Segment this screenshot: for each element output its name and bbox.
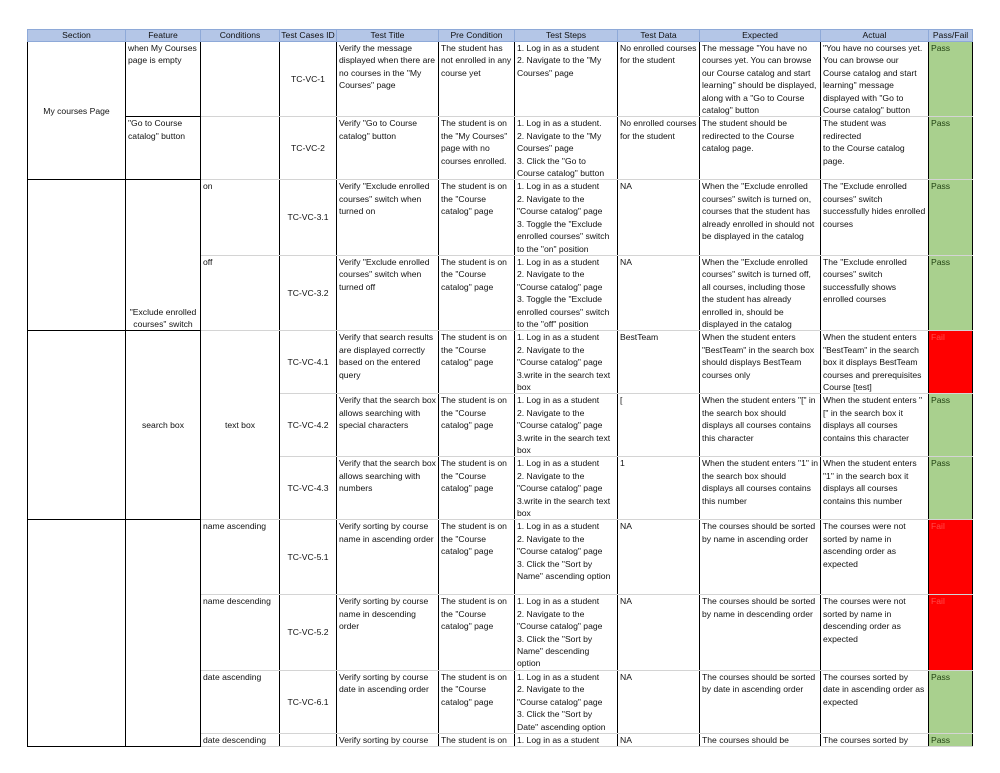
test-title-cell[interactable]: Verify "Exclude enrolled courses" switch when turned off	[337, 255, 439, 330]
table-row	[28, 117, 973, 180]
section-cell-sort[interactable]	[28, 520, 126, 747]
test-data-cell[interactable]: NA	[618, 595, 700, 670]
conditions-cell[interactable]: date descending	[201, 733, 280, 746]
header-row	[28, 30, 973, 42]
test-title-cell[interactable]: Verify that the search box allows searching with special characters	[337, 394, 439, 457]
actual-cell[interactable]: "You have no courses yet. You can browse our Course catalog and start learning" message displayed with "Go to Course catalog" button	[821, 42, 929, 117]
pass-fail-cell[interactable]: Pass	[929, 180, 973, 255]
column-header-test-data[interactable]: Test Data	[618, 30, 700, 42]
column-header-test-case-id[interactable]: Test Cases ID	[281, 30, 335, 40]
feature-cell-exclude-switch[interactable]: "Exclude enrolled courses" switch	[126, 180, 201, 331]
actual-cell[interactable]: When the student enters "1" in the search box it displays all courses contains this number	[821, 457, 929, 520]
test-steps-cell[interactable]: 1. Log in as a student 2. Navigate to the "Course catalog" page 3.write in the search text box	[515, 331, 618, 394]
pre-condition-cell[interactable]: The student has not enrolled in any course yet	[439, 42, 515, 117]
feature-cell-sort[interactable]	[126, 520, 201, 747]
column-header-actual[interactable]: Actual	[821, 30, 929, 42]
column-header-feature[interactable]: Feature	[126, 30, 201, 42]
expected-cell[interactable]: When the "Exclude enrolled courses" switch is turned on, courses that the student has already enrolled in should not be displayed in the catalog	[700, 180, 821, 255]
section-cell-search[interactable]	[28, 331, 126, 520]
test-steps-cell[interactable]: 1. Log in as a student 2. Navigate to the "Course catalog" page 3. Click the "Sort by Date" ascending option	[515, 670, 618, 733]
pass-fail-cell[interactable]: Pass	[929, 117, 973, 180]
test-case-rows	[28, 42, 973, 747]
table-row	[28, 331, 973, 394]
pre-condition-cell[interactable]: The student is on the "Course catalog" page	[439, 180, 515, 255]
test-case-id-cell[interactable]: TC-VC-6.1	[280, 670, 337, 733]
column-header-pass-fail[interactable]: Pass/Fail	[929, 30, 973, 42]
test-case-id-cell[interactable]: TC-VC-3.1	[280, 180, 337, 255]
test-title-cell[interactable]: Verify that search results are displayed correctly based on the entered query	[337, 331, 439, 394]
expected-cell[interactable]: When the student enters "BestTeam" in the search box should displays BestTeam courses only	[700, 331, 821, 394]
section-cell-my-courses[interactable]: My courses Page	[28, 42, 126, 180]
test-steps-cell[interactable]: 1. Log in as a student 2. Navigate to the "Course catalog" page 3.write in the search text box	[515, 457, 618, 520]
expected-cell[interactable]: The courses should be sorted by name in ascending order	[700, 520, 821, 595]
pre-condition-cell[interactable]: The student is on the "Course catalog" page	[439, 595, 515, 670]
feature-cell-empty-page[interactable]: when My Courses page is empty	[126, 42, 201, 117]
table-row	[28, 520, 973, 595]
expected-cell[interactable]: When the student enters "[" in the search box should displays all courses contains this character	[700, 394, 821, 457]
conditions-cell[interactable]	[201, 42, 280, 117]
pass-fail-cell[interactable]: Pass	[929, 457, 973, 520]
column-header-conditions[interactable]: Conditions	[201, 30, 280, 42]
test-steps-cell[interactable]: 1. Log in as a student 2. Navigate to the "My Courses" page	[515, 42, 618, 117]
conditions-cell[interactable]: off	[201, 255, 280, 330]
expected-cell[interactable]: When the student enters "1" in the search box should displays all courses contains this number	[700, 457, 821, 520]
actual-cell[interactable]: The courses were not sorted by name in descending order as expected	[821, 595, 929, 670]
pass-fail-cell[interactable]: Fail	[929, 520, 973, 595]
test-title-cell[interactable]: Verify sorting by course name in descending order	[337, 595, 439, 670]
table-row	[28, 42, 973, 117]
test-case-id-cell[interactable]: TC-VC-4.3	[280, 457, 337, 520]
conditions-cell[interactable]: name ascending	[201, 520, 280, 595]
test-case-id-cell[interactable]: TC-VC-4.1	[280, 331, 337, 394]
test-data-cell[interactable]: NA	[618, 255, 700, 330]
test-data-cell[interactable]: NA	[618, 180, 700, 255]
expected-cell[interactable]: The courses should be sorted by date in ascending order	[700, 670, 821, 733]
test-data-cell[interactable]: 1	[618, 457, 700, 520]
test-case-id-cell[interactable]: TC-VC-4.2	[280, 394, 337, 457]
test-steps-cell[interactable]: 1. Log in as a student 2. Navigate to the "Course catalog" page 3. Toggle the "Exclude enrolled courses" switch to the "on" position	[515, 180, 618, 255]
expected-cell[interactable]: The student should be redirected to the Course catalog page.	[700, 117, 821, 180]
pass-fail-cell[interactable]: Pass	[929, 255, 973, 330]
test-steps-cell[interactable]: 1. Log in as a student 2. Navigate to the "Course catalog" page 3. Toggle the "Exclude enrolled courses" switch to the "off" position	[515, 255, 618, 330]
test-data-cell[interactable]: No enrolled courses for the student	[618, 42, 700, 117]
test-data-cell[interactable]: NA	[618, 520, 700, 595]
feature-cell-catalog-button[interactable]: "Go to Course catalog" button	[126, 117, 201, 180]
conditions-cell[interactable]: text box	[201, 331, 280, 520]
test-case-id-cell[interactable]	[280, 733, 337, 746]
test-title-cell[interactable]: Verify "Go to Course catalog" button	[337, 117, 439, 180]
actual-cell[interactable]: The courses sorted by	[821, 733, 929, 746]
test-case-id-cell[interactable]: TC-VC-5.1	[280, 520, 337, 595]
test-title-cell[interactable]: Verify that the search box allows searching with numbers	[337, 457, 439, 520]
pre-condition-cell[interactable]: The student is on the "Course catalog" page	[439, 457, 515, 520]
test-steps-cell[interactable]: 1. Log in as a student 2. Navigate to the "Course catalog" page 3. Click the "Sort by Name" descending option	[515, 595, 618, 670]
pre-condition-cell[interactable]: The student is on	[439, 733, 515, 746]
table-row	[28, 180, 973, 255]
actual-cell[interactable]: When the student enters "[" in the search box it displays all courses contains this character	[821, 394, 929, 457]
test-steps-cell[interactable]: 1. Log in as a student 2. Navigate to the "Course catalog" page 3.write in the search text box	[515, 394, 618, 457]
pass-fail-cell[interactable]: Pass	[929, 42, 973, 117]
column-header-test-steps[interactable]: Test Steps	[515, 30, 618, 42]
test-title-cell[interactable]: Verify sorting by course date in ascending order	[337, 670, 439, 733]
pre-condition-cell[interactable]: The student is on the "Course catalog" page	[439, 255, 515, 330]
column-header-section[interactable]: Section	[28, 30, 126, 42]
conditions-cell[interactable]: date ascending	[201, 670, 280, 733]
pre-condition-cell[interactable]: The student is on the "Course catalog" page	[439, 520, 515, 595]
column-header-pre-condition[interactable]: Pre Condition	[439, 30, 515, 42]
pass-fail-cell[interactable]: Pass	[929, 670, 973, 733]
test-title-cell[interactable]: Verify sorting by course	[337, 733, 439, 746]
pre-condition-cell[interactable]: The student is on the "Course catalog" page	[439, 394, 515, 457]
test-title-cell[interactable]: Verify sorting by course name in ascending order	[337, 520, 439, 595]
test-data-cell[interactable]: BestTeam	[618, 331, 700, 394]
test-steps-cell[interactable]: 1. Log in as a student. 2. Navigate to the "My Courses" page 3. Click the "Go to Course catalog" button	[515, 117, 618, 180]
expected-cell[interactable]: The courses should be	[700, 733, 821, 746]
test-title-cell[interactable]: Verify "Exclude enrolled courses" switch when turned on	[337, 180, 439, 255]
conditions-cell[interactable]: name descending	[201, 595, 280, 670]
pass-fail-cell[interactable]: Fail	[929, 331, 973, 394]
column-header-expected[interactable]: Expected	[700, 30, 821, 42]
actual-cell[interactable]: The student was redirected to the Course catalog page.	[821, 117, 929, 180]
test-steps-cell[interactable]: 1. Log in as a student	[515, 733, 618, 746]
test-case-id-cell[interactable]: TC-VC-3.2	[280, 255, 337, 330]
pre-condition-cell[interactable]: The student is on the "Course catalog" page	[439, 331, 515, 394]
test-case-sheet	[27, 29, 973, 747]
pre-condition-cell[interactable]: The student is on the "Course catalog" page	[439, 670, 515, 733]
pass-fail-cell[interactable]: Fail	[929, 595, 973, 670]
feature-cell-search-box[interactable]: search box	[126, 331, 201, 520]
actual-cell[interactable]: The "Exclude enrolled courses" switch successfully shows enrolled courses	[821, 255, 929, 330]
pre-condition-cell[interactable]: The student is on the "My Courses" page with no courses enrolled.	[439, 117, 515, 180]
actual-cell[interactable]: The "Exclude enrolled courses" switch successfully hides enrolled courses	[821, 180, 929, 255]
expected-cell[interactable]: The message "You have no courses yet. You can browse our Course catalog and start learning" should be displayed, along with a "Go to Course catalog" button	[700, 42, 821, 117]
pass-fail-cell[interactable]: Pass	[929, 733, 973, 746]
test-case-id-cell[interactable]: TC-VC-1	[280, 42, 337, 117]
test-case-id-cell[interactable]: TC-VC-5.2	[280, 595, 337, 670]
section-cell-catalog-switch[interactable]	[28, 180, 126, 331]
test-case-id-cell[interactable]: TC-VC-2	[280, 117, 337, 180]
conditions-cell[interactable]	[201, 117, 280, 180]
conditions-cell[interactable]: on	[201, 180, 280, 255]
expected-cell[interactable]: When the "Exclude enrolled courses" switch is turned off, all courses, including those the student has already enrolled in, should be displayed in the catalog	[700, 255, 821, 330]
actual-cell[interactable]: The courses were not sorted by name in ascending order as expected	[821, 520, 929, 595]
test-data-cell[interactable]: No enrolled courses for the student	[618, 117, 700, 180]
expected-cell[interactable]: The courses should be sorted by name in descending order	[700, 595, 821, 670]
test-steps-cell[interactable]: 1. Log in as a student 2. Navigate to the "Course catalog" page 3. Click the "Sort by Name" ascending option	[515, 520, 618, 595]
actual-cell[interactable]: The courses sorted by date in ascending order as expected	[821, 670, 929, 733]
column-header-test-title[interactable]: Test Title	[337, 30, 439, 42]
pass-fail-cell[interactable]: Pass	[929, 394, 973, 457]
test-title-cell[interactable]: Verify the message displayed when there are no courses in the "My Courses" page	[337, 42, 439, 117]
actual-cell[interactable]: When the student enters "BestTeam" in the search box it displays BestTeam courses and prerequisites Course [test]	[821, 331, 929, 394]
test-data-cell[interactable]: [	[618, 394, 700, 457]
test-data-cell[interactable]: NA	[618, 733, 700, 746]
test-data-cell[interactable]: NA	[618, 670, 700, 733]
